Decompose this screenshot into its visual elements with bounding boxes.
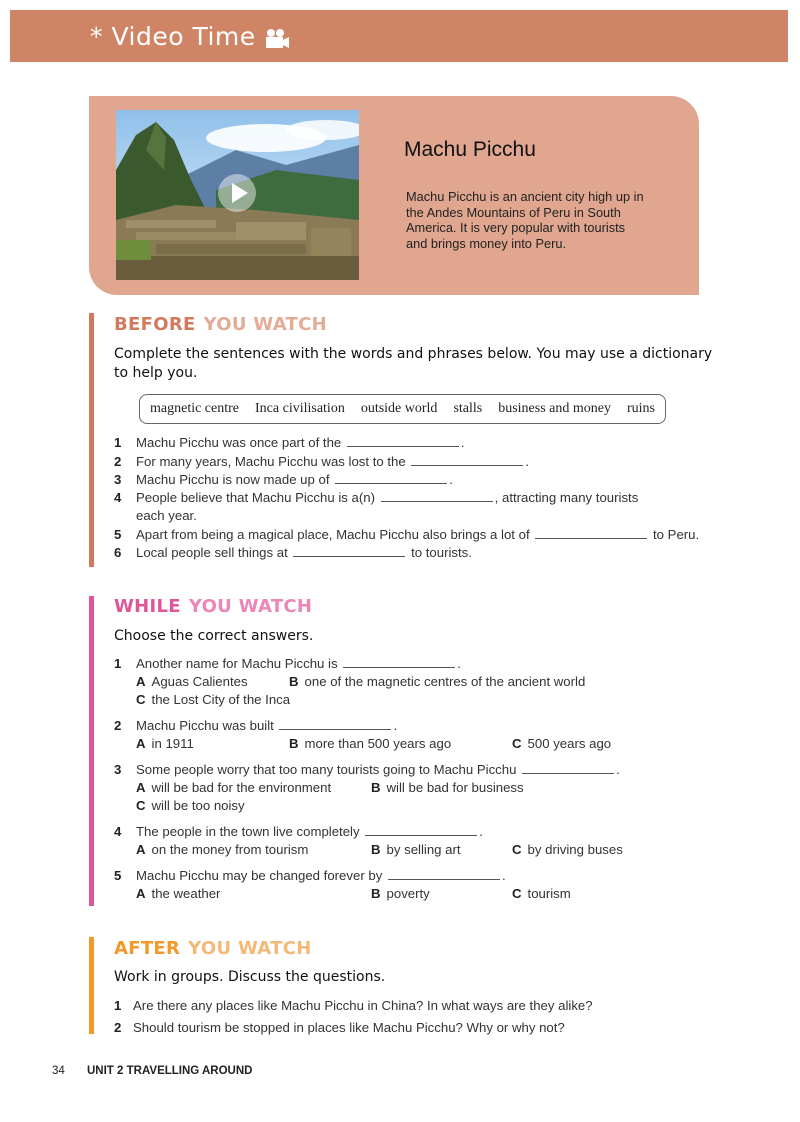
option-c[interactable]: C will be too noisy bbox=[136, 798, 245, 813]
unit-label: UNIT 2 TRAVELLING AROUND bbox=[87, 1065, 253, 1077]
before-heading: BEFORE YOU WATCH bbox=[114, 314, 327, 335]
word-bank-item: stalls bbox=[453, 401, 483, 416]
video-title: Machu Picchu bbox=[404, 138, 536, 161]
option-c[interactable]: C by driving buses bbox=[512, 842, 623, 857]
word-bank bbox=[139, 394, 666, 424]
option-a[interactable]: A Aguas Calientes bbox=[136, 674, 248, 689]
after-instruction: Work in groups. Discuss the questions. bbox=[114, 969, 386, 985]
option-a[interactable]: A on the money from tourism bbox=[136, 842, 309, 857]
video-time-header bbox=[10, 10, 788, 62]
answer-blank[interactable] bbox=[365, 824, 477, 836]
answer-blank[interactable] bbox=[522, 762, 614, 774]
answer-blank[interactable] bbox=[293, 545, 405, 557]
option-a[interactable]: A the weather bbox=[136, 886, 221, 901]
after-section-bar bbox=[89, 937, 94, 1034]
video-camera-icon bbox=[264, 28, 290, 50]
option-b[interactable]: B one of the magnetic centres of the ancient world bbox=[289, 674, 586, 689]
option-c[interactable]: C tourism bbox=[512, 886, 571, 901]
page-number: 34 bbox=[52, 1065, 65, 1077]
video-thumbnail[interactable] bbox=[116, 110, 359, 280]
option-b[interactable]: B by selling art bbox=[371, 842, 461, 857]
before-section-bar bbox=[89, 313, 94, 567]
word-bank-item: outside world bbox=[360, 401, 438, 416]
video-description: Machu Picchu is an ancient city high up in the Andes Mountains of Peru in South America. It is very popular with tourists and brings money into Peru. bbox=[406, 189, 644, 252]
while-heading: WHILE YOU WATCH bbox=[114, 596, 313, 617]
answer-blank[interactable] bbox=[388, 868, 500, 880]
after-heading: AFTER YOU WATCH bbox=[114, 938, 312, 959]
answer-blank[interactable] bbox=[279, 718, 391, 730]
word-bank-item: ruins bbox=[626, 401, 655, 416]
before-instruction: Complete the sentences with the words and phrases below. You may use a dictionary to help you. bbox=[114, 346, 713, 381]
option-c[interactable]: C 500 years ago bbox=[512, 736, 612, 751]
option-c[interactable]: C the Lost City of the Inca bbox=[136, 692, 291, 707]
word-bank-item: magnetic centre bbox=[150, 401, 240, 416]
while-section-bar bbox=[89, 596, 94, 906]
option-a[interactable]: A in 1911 bbox=[136, 736, 194, 751]
option-b[interactable]: B will be bad for business bbox=[371, 780, 524, 795]
word-bank-item: business and money bbox=[498, 401, 611, 416]
answer-blank[interactable] bbox=[381, 490, 493, 502]
answer-blank[interactable] bbox=[335, 472, 447, 484]
option-a[interactable]: A will be bad for the environment bbox=[136, 780, 332, 795]
while-instruction: Choose the correct answers. bbox=[114, 628, 314, 644]
answer-blank[interactable] bbox=[535, 527, 647, 539]
answer-blank[interactable] bbox=[411, 454, 523, 466]
answer-blank[interactable] bbox=[347, 435, 459, 447]
play-icon[interactable] bbox=[218, 174, 256, 212]
answer-blank[interactable] bbox=[343, 656, 455, 668]
word-bank-item: Inca civilisation bbox=[255, 401, 345, 416]
option-b[interactable]: B poverty bbox=[371, 886, 430, 901]
option-b[interactable]: B more than 500 years ago bbox=[289, 736, 452, 751]
header-title: * Video Time bbox=[90, 22, 256, 51]
